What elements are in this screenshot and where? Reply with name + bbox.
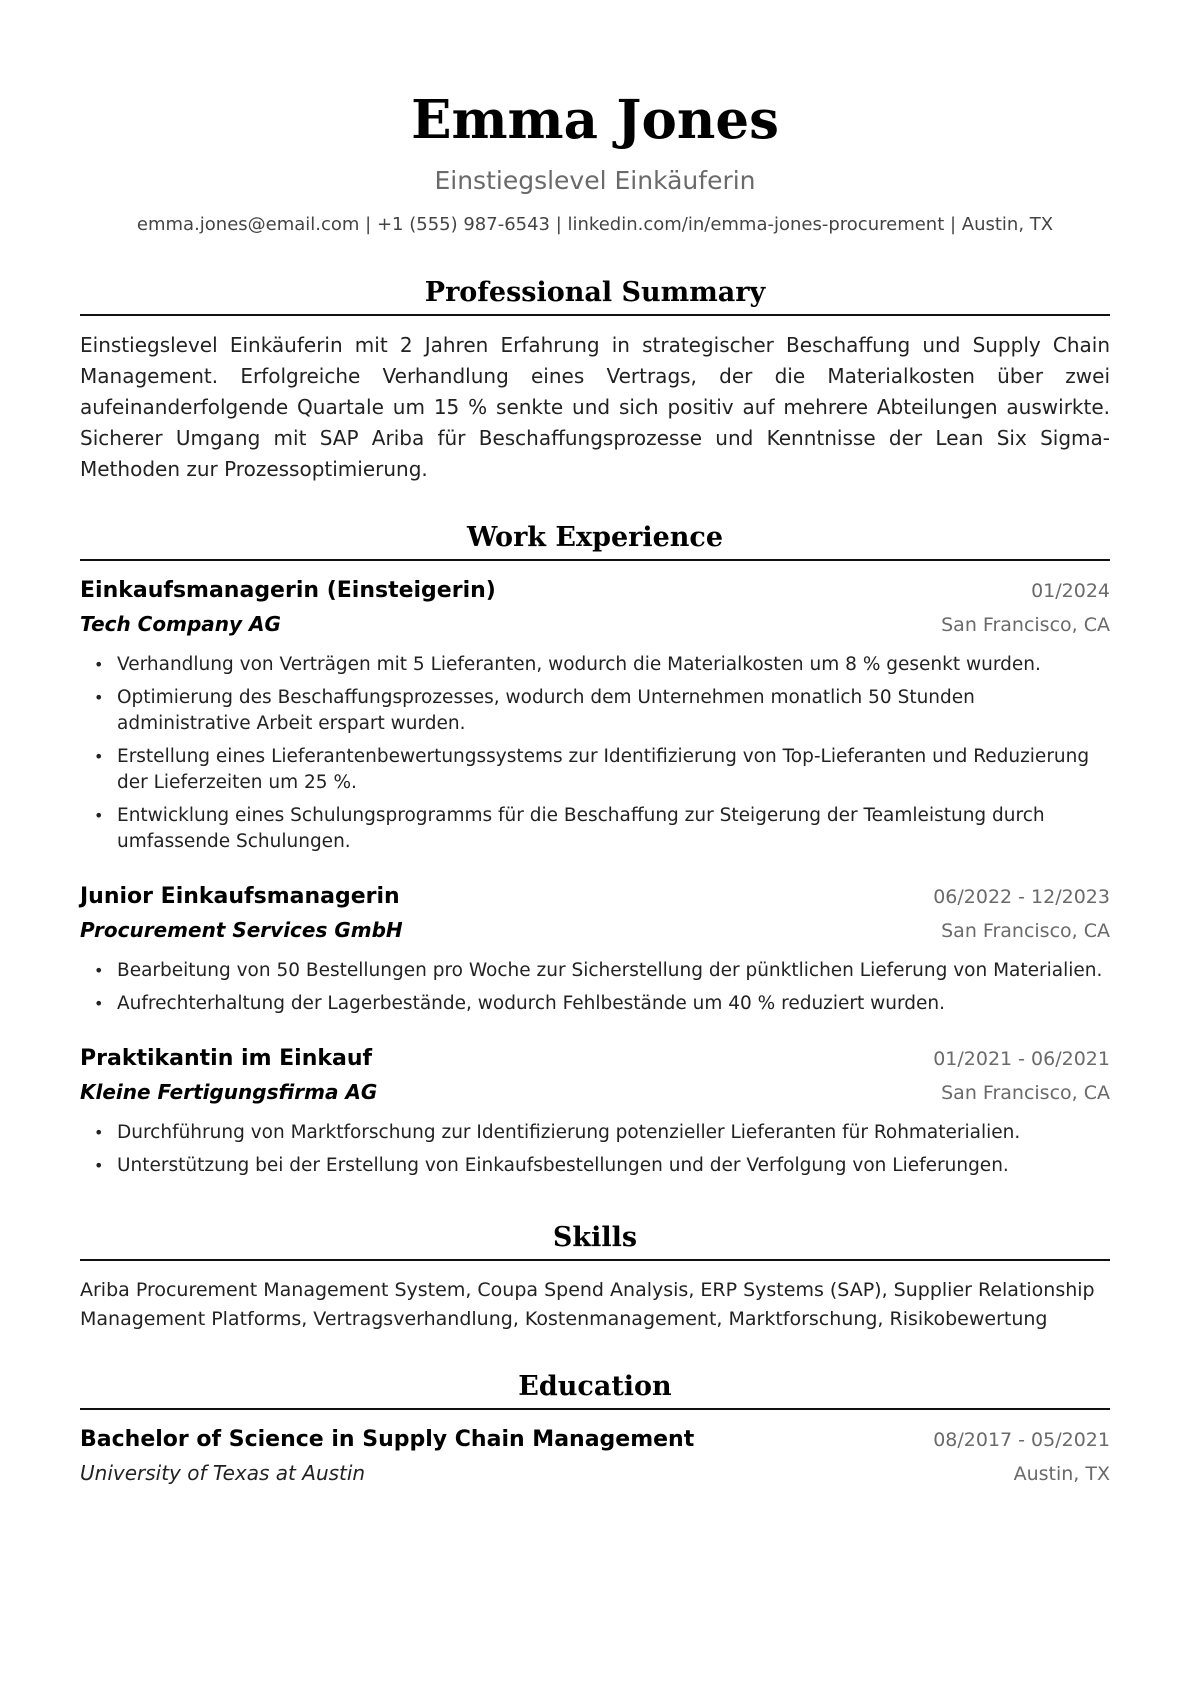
job-title: Junior Einkaufsmanagerin [80,884,400,909]
job-date: 01/2021 - 06/2021 [933,1048,1110,1070]
summary-section [80,276,1110,485]
job-header [80,1043,1110,1075]
education-school: University of Texas at Austin [80,1461,366,1485]
candidate-name: Emma Jones [411,89,779,151]
job-entry [80,1043,1110,1179]
experience-section [80,521,1110,1179]
job-entry [80,881,1110,1017]
bullet-item: • Aufrechterhaltung der Lagerbestände, wodurch Fehlbestände um 40 % reduziert wurden. [80,991,1110,1017]
bullet-item: • Optimierung des Beschaffungsprozesses, wodurch dem Unternehmen monatlich 50 Stunden administrative Arbeit erspart wurden. [80,685,1110,737]
job-subheader [80,607,1110,642]
bullet-item: • Bearbeitung von 50 Bestellungen pro Woche zur Sicherstellung der pünktlichen Lieferung von Materialien. [80,958,1110,984]
job-subheader [80,1075,1110,1110]
job-company: Tech Company AG [80,612,281,636]
job-location: San Francisco, CA [941,1082,1110,1104]
education-subheader [80,1456,1110,1491]
skills-section [80,1221,1110,1334]
summary-heading: Professional Summary [80,276,1110,316]
job-date: 01/2024 [1031,580,1110,602]
education-entry [80,1424,1110,1491]
bullet-item: • Unterstützung bei der Erstellung von Einkaufsbestellungen und der Verfolgung von Lieferungen. [80,1153,1110,1179]
job-company: Kleine Fertigungsfirma AG [80,1080,378,1104]
job-location: San Francisco, CA [941,920,1110,942]
education-header [80,1424,1110,1456]
bullet-item: • Verhandlung von Verträgen mit 5 Lieferanten, wodurch die Materialkosten um 8 % gesenkt wurden. [80,652,1110,678]
job-bullets [80,1120,1110,1179]
education-section [80,1370,1110,1491]
bullet-item: • Entwicklung eines Schulungsprogramms für die Beschaffung zur Steigerung der Teamleistung durch umfassende Schulungen. [80,803,1110,855]
job-date: 06/2022 - 12/2023 [933,886,1110,908]
job-entry [80,575,1110,855]
summary-text: Einstiegslevel Einkäuferin mit 2 Jahren Erfahrung in strategischer Beschaffung und Supply Chain Management. Erfolgreiche Verhandlung eines Vertrags, der die Materialkosten über zwei aufeinanderfolgende Quartale um 15 % senkte und sich positiv auf mehrere Abteilungen auswirkte. Sicherer Umgang mit SAP Ariba für Beschaffungsprozesse und Kenntnisse der Lean Six Sigma-Methoden zur Prozessoptimierung. [80,333,1110,481]
job-bullets [80,958,1110,1017]
education-degree: Bachelor of Science in Supply Chain Management [80,1427,695,1452]
candidate-title: Einstiegslevel Einkäuferin [434,166,756,195]
skills-heading: Skills [80,1221,1110,1261]
job-header [80,881,1110,913]
experience-heading: Work Experience [80,521,1110,561]
job-title: Praktikantin im Einkauf [80,1046,373,1071]
education-heading: Education [80,1370,1110,1410]
job-bullets [80,652,1110,855]
job-header [80,575,1110,607]
job-title: Einkaufsmanagerin (Einsteigerin) [80,578,496,603]
job-subheader [80,913,1110,948]
job-location: San Francisco, CA [941,614,1110,636]
education-location: Austin, TX [1013,1463,1110,1485]
job-company: Procurement Services GmbH [80,918,403,942]
bullet-item: • Durchführung von Marktforschung zur Identifizierung potenzieller Lieferanten für Rohmaterialien. [80,1120,1110,1146]
education-date: 08/2017 - 05/2021 [933,1429,1110,1451]
contact-line: emma.jones@email.com | +1 (555) 987-6543 | linkedin.com/in/emma-jones-procurement | Austin, TX [136,214,1054,235]
bullet-item: • Erstellung eines Lieferantenbewertungssystems zur Identifizierung von Top-Lieferanten und Reduzierung der Lieferzeiten um 25 %. [80,744,1110,796]
skills-text: Ariba Procurement Management System, Coupa Spend Analysis, ERP Systems (SAP), Supplier Relationship Management Platforms, Vertragsverhandlung, Kostenmanagement, Marktforschung, Risikobewertung [80,1279,1095,1330]
